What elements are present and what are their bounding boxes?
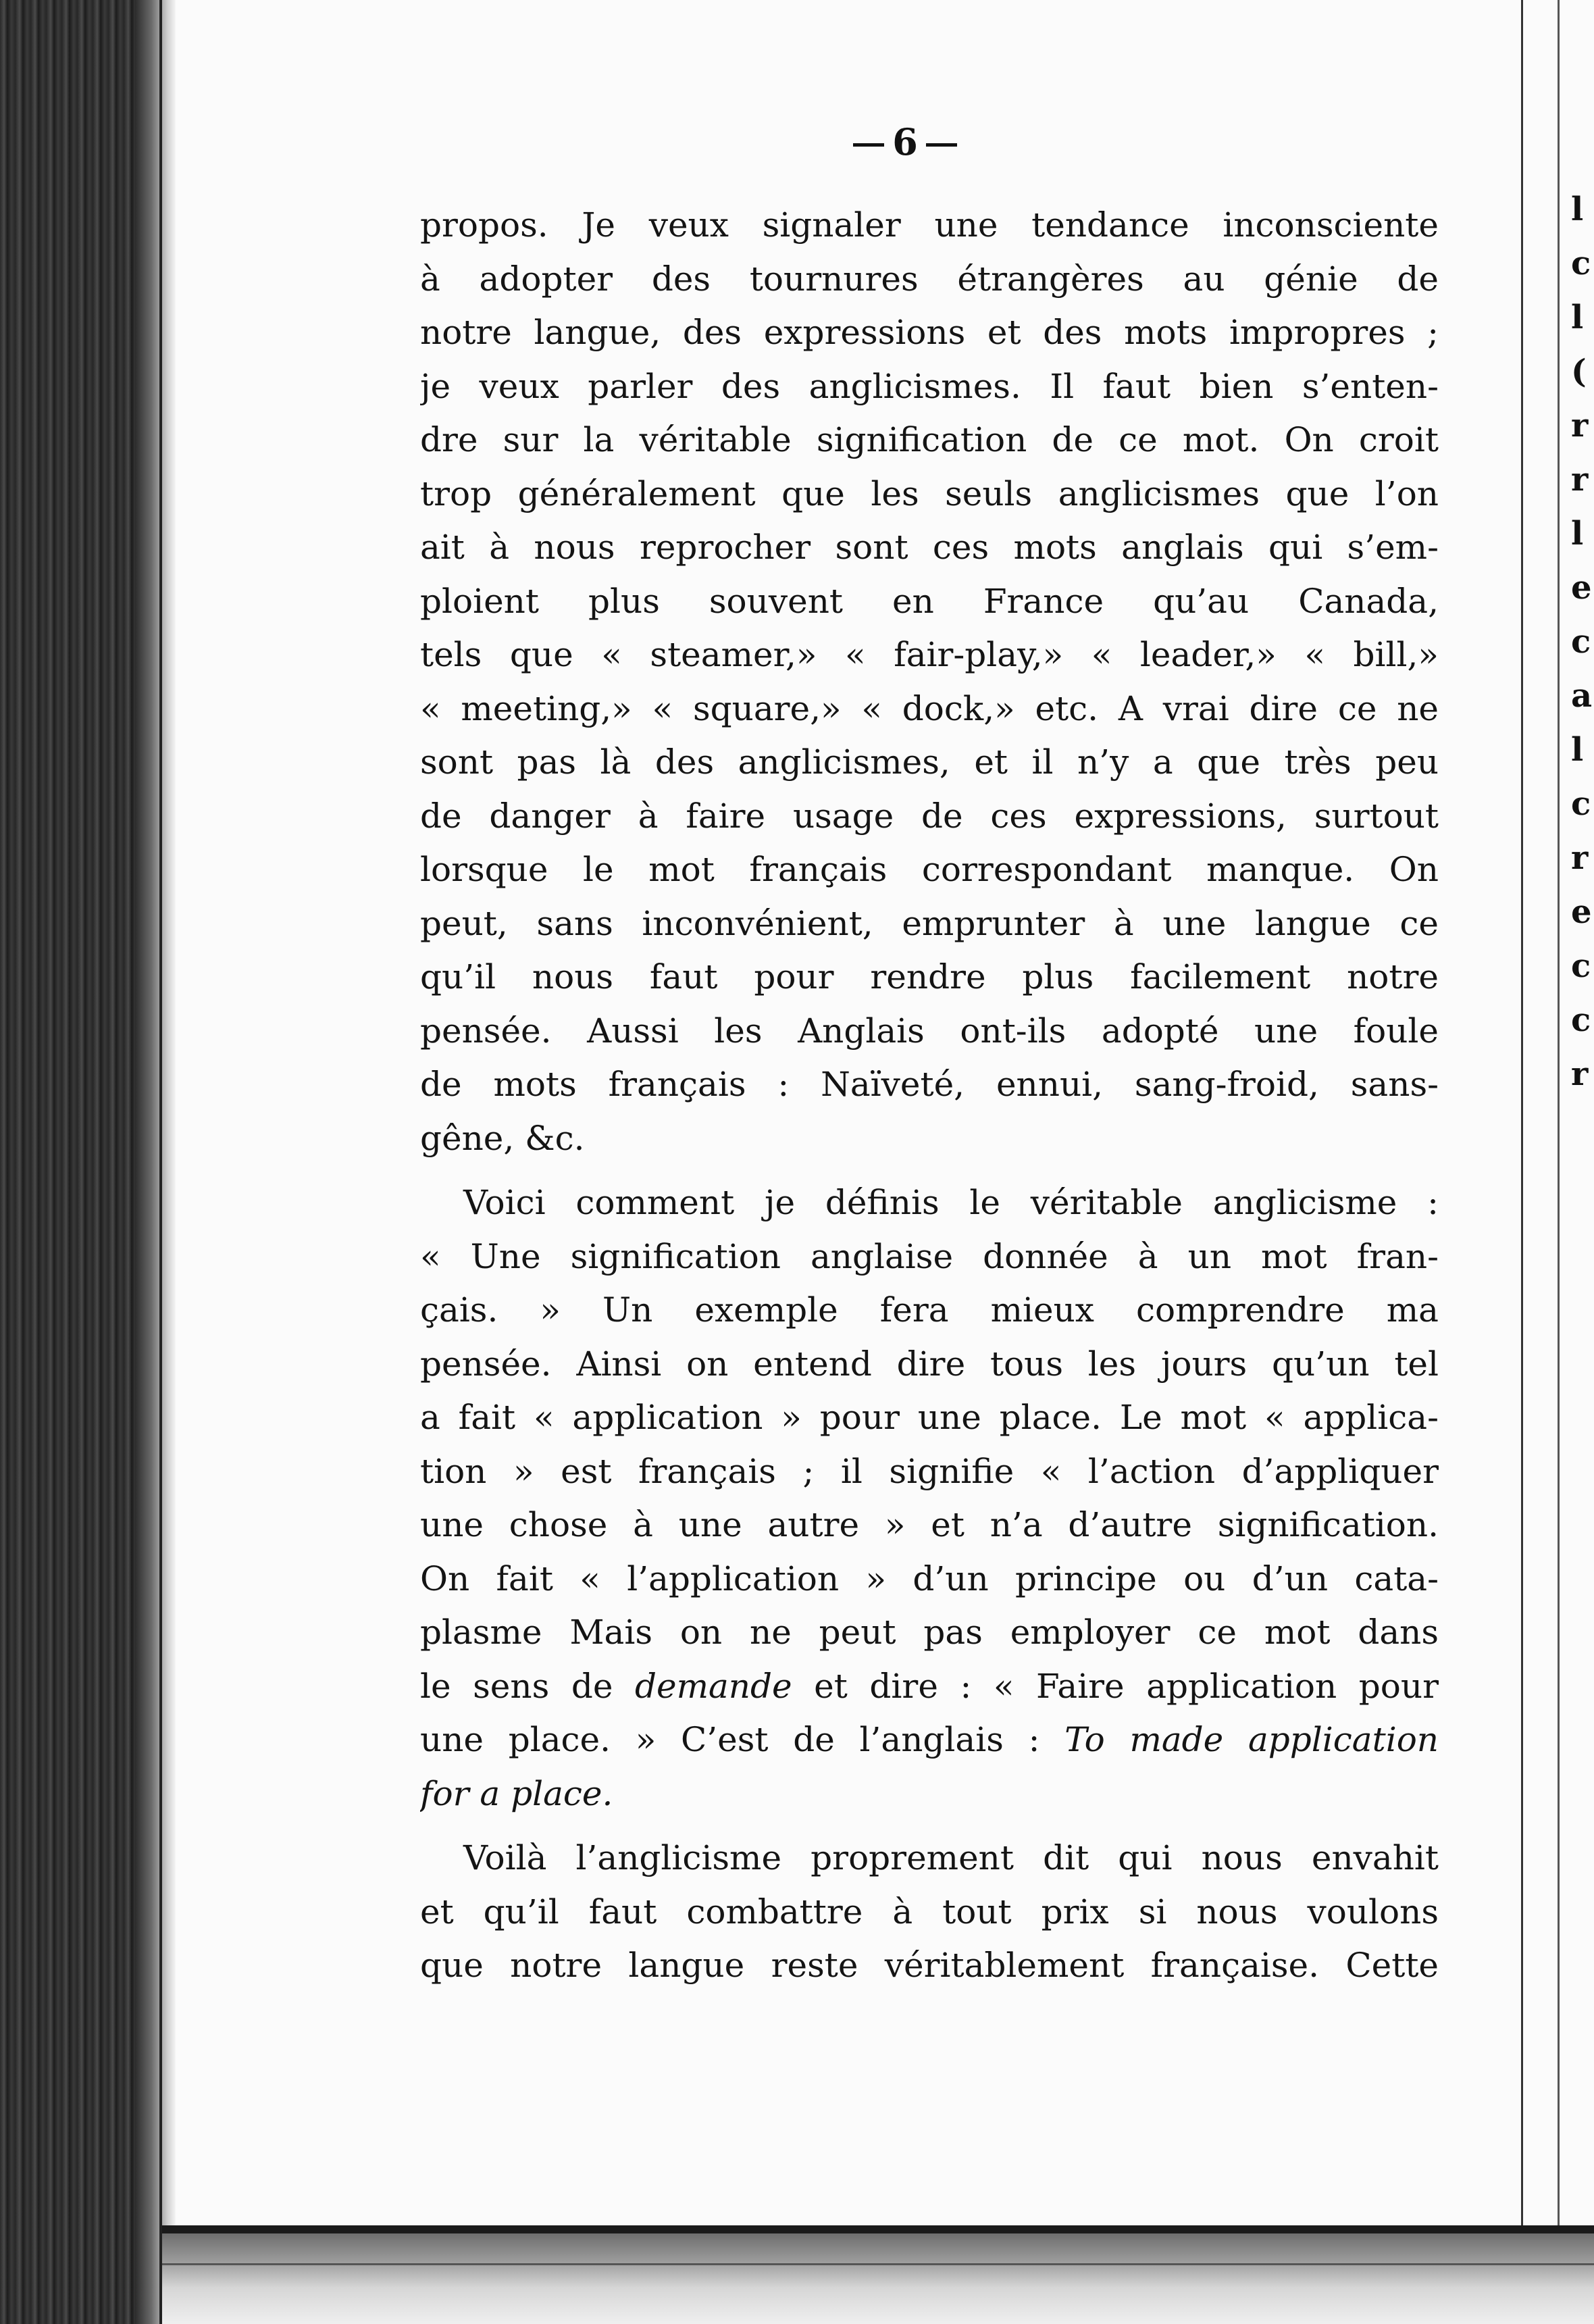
text-line: tion » est français ; il signifie « l’action d’appliquer [420, 1451, 1439, 1491]
text-line: çais. » Un exemple fera mieux comprendre ma [420, 1290, 1439, 1330]
facing-page-letter: r [1571, 1055, 1589, 1093]
facing-page-letter: c [1571, 245, 1591, 282]
paragraph-1 [420, 199, 1439, 1165]
text-line: « Une signification anglaise donnée à un mot fran- [420, 1236, 1439, 1276]
page-number-dash-right [926, 143, 957, 147]
text-line: je veux parler des anglicismes. Il faut bien s’enten- [420, 366, 1439, 406]
page-number [838, 120, 973, 163]
text-line-english [420, 1713, 1439, 1767]
text-line-italic: for a place. [420, 1773, 613, 1813]
facing-page-letter: r [1571, 407, 1589, 445]
body-text [420, 199, 1439, 1993]
bottom-frame-line [162, 2263, 1594, 2265]
text-line [420, 1832, 1439, 1886]
text-line: propos. Je veux signaler une tendance inconsciente [420, 205, 1439, 245]
facing-page-letter: c [1571, 785, 1591, 823]
text-line: gêne, &c. [420, 1118, 585, 1158]
text-segment: et dire : « Faire application pour [792, 1666, 1439, 1706]
facing-page-letters [1571, 182, 1594, 1101]
binding-edge-line [159, 0, 162, 2324]
text-line: On fait « l’application » d’un principe ou d’un cata- [420, 1559, 1439, 1598]
italic-word: demande [634, 1666, 792, 1706]
facing-page-letter: c [1571, 623, 1591, 661]
text-line: « meeting,» « square,» « dock,» etc. A vrai dire ce ne [420, 688, 1439, 728]
page-number-value: 6 [892, 120, 918, 163]
text-line: trop généralement que les seuls anglicismes que l’on [420, 474, 1439, 513]
text-line: de danger à faire usage de ces expressions, surtout [420, 796, 1439, 836]
binding-shadow [135, 0, 176, 2324]
facing-page-letter: e [1571, 569, 1592, 607]
text-line: dre sur la véritable signification de ce mot. On croit [420, 420, 1439, 459]
text-line: de mots français : Naïveté, ennui, sang-froid, sans- [420, 1065, 1439, 1104]
paragraph-2 [420, 1176, 1439, 1821]
facing-page-letter: l [1571, 515, 1584, 553]
facing-page-letter: c [1571, 947, 1591, 985]
text-line: pensée. Ainsi on entend dire tous les jours qu’un tel [420, 1344, 1439, 1384]
facing-page-letter: l [1571, 731, 1584, 769]
facing-page-letter: r [1571, 461, 1589, 499]
text-line-content: Voilà l’anglicisme proprement dit qui nous envahit [463, 1838, 1439, 1877]
facing-page-letter: r [1571, 839, 1589, 877]
text-line: qu’il nous faut pour rendre plus facilement notre [420, 957, 1439, 996]
text-line [420, 1176, 1439, 1230]
text-line-content: Voici comment je définis le véritable anglicisme : [463, 1183, 1439, 1222]
paragraph-3 [420, 1832, 1439, 1993]
text-line: notre langue, des expressions et des mots impropres ; [420, 313, 1439, 352]
text-line: plasme Mais on ne peut pas employer ce mot dans [420, 1613, 1439, 1652]
text-line: ploient plus souvent en France qu’au Canada, [420, 581, 1439, 621]
text-line: a fait « application » pour une place. Le mot « applica- [420, 1398, 1439, 1437]
text-line: que notre langue reste véritablement française. Cette [420, 1946, 1439, 1985]
bottom-frame-shadow [162, 2233, 1594, 2324]
text-line: pensée. Aussi les Anglais ont-ils adopté une foule [420, 1011, 1439, 1051]
facing-page-edge-line [1558, 0, 1560, 2233]
text-line: une chose à une autre » et n’a d’autre signification. [420, 1505, 1439, 1544]
facing-page-letter: c [1571, 1001, 1591, 1039]
facing-page-letter: l [1571, 299, 1584, 336]
facing-page-letter: a [1571, 677, 1593, 715]
page-edge-line [1521, 0, 1523, 2233]
text-segment: une place. » C’est de l’anglais : [420, 1720, 1065, 1759]
text-line-demande [420, 1660, 1439, 1714]
text-line: tels que « steamer,» « fair-play,» « leader,» « bill,» [420, 635, 1439, 674]
text-line: sont pas là des anglicismes, et il n’y a que très peu [420, 742, 1439, 782]
text-line: lorsque le mot français correspondant manque. On [420, 850, 1439, 889]
text-line: et qu’il faut combattre à tout prix si nous voulons [420, 1892, 1439, 1931]
text-line: peut, sans inconvénient, emprunter à une langue ce [420, 903, 1439, 943]
text-segment: le sens de [420, 1666, 635, 1706]
facing-page-letter: ( [1571, 353, 1587, 390]
text-line: à adopter des tournures étrangères au génie de [420, 259, 1439, 299]
text-line: ait à nous reprocher sont ces mots anglais qui s’em- [420, 528, 1439, 567]
facing-page-letter: e [1571, 893, 1592, 931]
bottom-frame-bar [162, 2225, 1594, 2233]
facing-page-letter: l [1571, 191, 1584, 228]
italic-phrase: To made application [1064, 1720, 1439, 1759]
page-number-dash-left [853, 143, 884, 147]
